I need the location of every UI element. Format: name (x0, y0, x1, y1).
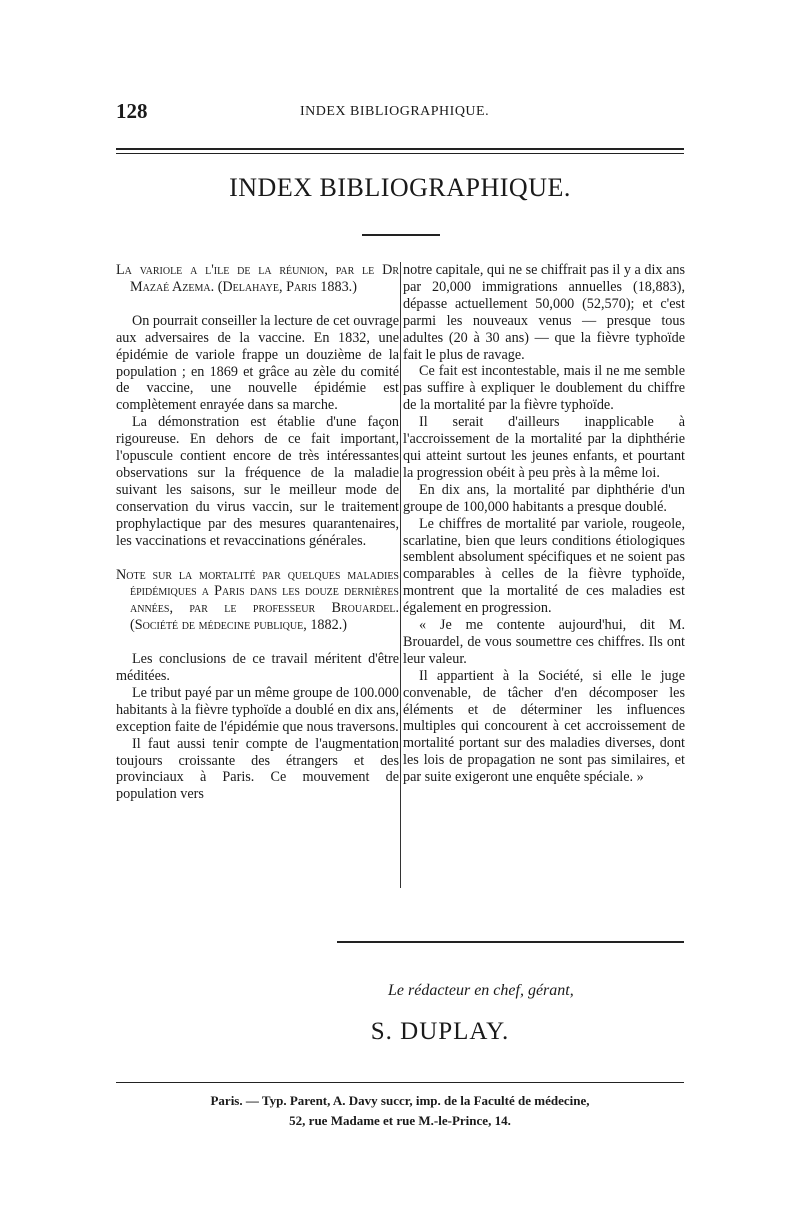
entry-heading-variole: La variole a l'ile de la réunion, par le Dr Mazaé Azema. (Delahaye, Paris 1883.) (116, 262, 399, 295)
title-underline (362, 234, 440, 236)
imprint-line-1: Paris. — Typ. Parent, A. Davy succr, imp. de la Faculté de médecine, (210, 1093, 590, 1108)
paragraph: Il serait d'ailleurs inapplicable à l'accroissement de la mortalité par la diphthérie qui atteint surtout les jeunes enfants, et pourtant la progression obéit à peu près à la même loi. (403, 414, 685, 481)
paragraph: notre capitale, qui ne se chiffrait pas il y a dix ans par 20,000 immigrations annuelles (18,883), dépasse actuellement 50,000 (52,570); et c'est parmi les nouveaux venus — presque tous adultes (20 à 30 ans) — que la fièvre typhoïde fait le plus de ravage. (403, 262, 685, 363)
page-number: 128 (116, 99, 148, 123)
paragraph: Il faut aussi tenir compte de l'augmentation toujours croissante des étrangers et des provinciaux à Paris. Ce mouvement de population vers (116, 735, 399, 803)
paragraph: En dix ans, la mortalité par diphthérie d'un groupe de 100,000 habitants a presque doublé. (403, 481, 685, 515)
entry-heading-mortalite: Note sur la mortalité par quelques maladies épidémiques a Paris dans les douze dernières années, par le professeur Brouardel. (Société de médecine publique, 1882.) (116, 566, 399, 634)
imprint-rule (116, 1082, 684, 1083)
imprint-line-2: 52, rue Madame et rue M.-le-Prince, 14. (289, 1113, 511, 1128)
running-title: INDEX BIBLIOGRAPHIQUE. (300, 104, 490, 119)
paragraph: On pourrait conseiller la lecture de cet ouvrage aux adversaires de la vaccine. En 1832, une épidémie de variole frappe un douzième de la population ; en 1869 et grâce au zèle du comité de vaccine, une nouvelle épidémie est complètement enrayée dans sa marche. (116, 312, 399, 414)
header-rule-top (116, 148, 684, 150)
column-divider (400, 262, 401, 888)
footer-rule (337, 941, 684, 943)
header-rule-bottom (116, 153, 684, 154)
paragraph: Le tribut payé par un même groupe de 100.000 habitants à la fièvre typhoïde a doublé en dix ans, exception faite de l'épidémie que nous traversons. (116, 684, 399, 735)
paragraph: Il appartient à la Société, si elle le juge convenable, de tâcher d'en décomposer les éléments et de déterminer les influences multiples qui concourent à cet accroissement de mortalité portant sur des maladies diverses, dont les lois de propagation ne sont pas similaires, et par suite exigeront une enquête spéciale. » (403, 667, 685, 786)
paragraph: Les conclusions de ce travail méritent d'être méditées. (116, 651, 399, 685)
paragraph: Ce fait est incontestable, mais il ne me semble pas suffire à expliquer le doublement du chiffre de la mortalité par la fièvre typhoïde. (403, 363, 685, 414)
editor-line: Le rédacteur en chef, gérant, (388, 982, 574, 999)
signature: S. DUPLAY. (370, 1018, 510, 1045)
page-title: INDEX BIBLIOGRAPHIQUE. (229, 173, 571, 202)
right-column (403, 262, 685, 786)
left-column (116, 262, 399, 803)
paragraph: La démonstration est établie d'une façon rigoureuse. En dehors de ce fait important, l'opuscule contient encore de très intéressantes observations sur la fréquence de la maladie suivant les saisons, sur le meilleur mode de conservation du virus vaccin, sur le traitement prophylactique par des mesures quarantenaires, les vaccinations et revaccinations générales. (116, 414, 399, 549)
paragraph: Le chiffres de mortalité par variole, rougeole, scarlatine, bien que leurs conditions étiologiques semblent absolument spécifiques et ne soient pas comparables à celles de la fièvre typhoïde, montrent que la mortalité de ces maladies est également en progression. (403, 515, 685, 617)
paragraph: « Je me contente aujourd'hui, dit M. Brouardel, de vous soumettre ces chiffres. Ils ont leur valeur. (403, 617, 685, 667)
